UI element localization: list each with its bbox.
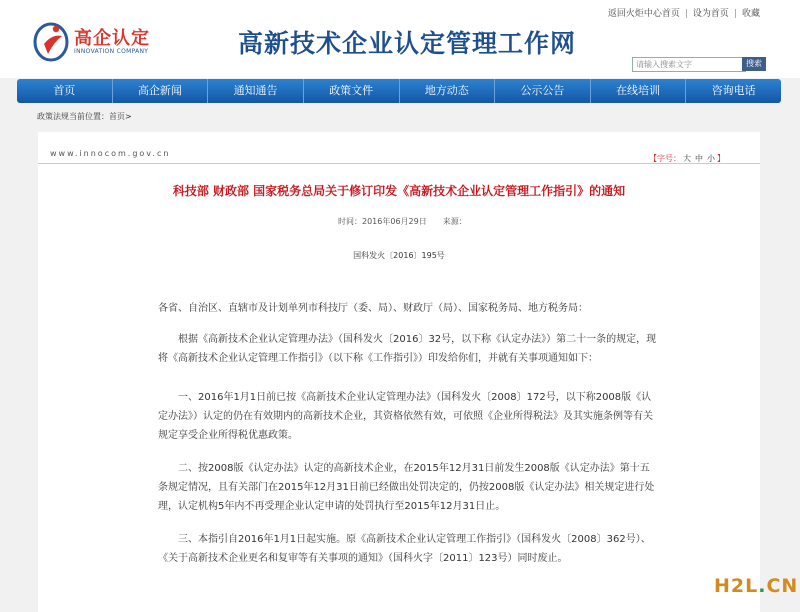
- search-button[interactable]: 搜索: [742, 57, 766, 71]
- watermark-logo: H2L.CN: [714, 575, 799, 597]
- nav-training[interactable]: 在线培训: [616, 84, 661, 97]
- logo-text: 高企认定: [74, 28, 150, 49]
- breadcrumb-prefix: 政策法规当前位置：: [37, 112, 109, 121]
- site-domain: www.innocom.gov.cn: [50, 149, 171, 158]
- nav-policy[interactable]: 政策文件: [329, 84, 374, 97]
- nav-home[interactable]: 首页: [53, 84, 76, 97]
- link-set-homepage[interactable]: 设为首页: [692, 9, 729, 19]
- font-size-large[interactable]: 大: [683, 154, 691, 163]
- top-links: 返回火炬中心首页 | 设为首页 | 收藏: [607, 9, 760, 19]
- logo-subtext: INNOVATION COMPANY: [74, 48, 149, 55]
- nav-local-news[interactable]: 地方动态: [424, 84, 469, 97]
- breadcrumb: [37, 111, 132, 122]
- divider: [38, 163, 760, 164]
- nav-notices[interactable]: 通知通告: [233, 84, 278, 97]
- document-number: 国科发火〔2016〕195号: [353, 251, 445, 260]
- chevron-right-icon: >: [125, 112, 132, 121]
- site-title: 高新技术企业认定管理工作网: [238, 29, 577, 58]
- search-input[interactable]: [632, 57, 746, 72]
- font-size-control: 【字号： 大 中 小 】: [649, 154, 725, 163]
- article-paragraph: 二、按2008版《认定办法》认定的高新技术企业，在2015年12月31日前发生2008版《认定办法》第十五条规定情况，且有关部门在2015年12月31日前已经做出处罚决定的，仍按2008版《认定办法》相关规定进行处理，认定机构5年内不再受理企业认定申请的处罚执行至2015年12月31日止。: [158, 463, 655, 512]
- link-home-center[interactable]: 返回火炬中心首页: [607, 9, 680, 19]
- article-meta: 时间：2016年06月29日 来源：: [338, 217, 467, 226]
- nav-hotline[interactable]: 咨询电话: [711, 84, 756, 97]
- logo-swoosh-icon: [32, 20, 72, 64]
- article-paragraph: 根据《高新技术企业认定管理办法》（国科发火〔2016〕32号，以下称《认定办法》）第二十一条的规定，现将《高新技术企业认定管理工作指引》（以下称《工作指引》）印发给你们，并就有关事项通知如下：: [158, 334, 657, 364]
- article-title: 科技部 财政部 国家税务总局关于修订印发《高新技术企业认定管理工作指引》的通知: [172, 184, 626, 198]
- article-salutation: 各省、自治区、直辖市及计划单列市科技厅（委、局）、财政厅（局）、国家税务局、地方税务局：: [158, 303, 588, 314]
- nav-news[interactable]: 高企新闻: [137, 84, 182, 97]
- article-paragraph: 三、本指引自2016年1月1日起实施。原《高新技术企业认定管理工作指引》（国科发火〔2008〕362号）、《关于高新技术企业更名和复审等有关事项的通知》（国科火字〔2011〕123号）同时废止。: [158, 534, 651, 564]
- site-logo[interactable]: [32, 20, 162, 64]
- article-panel: [38, 132, 760, 612]
- font-size-medium[interactable]: 中: [695, 154, 703, 163]
- article-paragraph: 一、2016年1月1日前已按《高新技术企业认定管理办法》（国科发火〔2008〕172号，以下称2008版《认定办法》）认定的仍在有效期内的高新技术企业，其资格依然有效，可依照《企业所得税法》及其实施条例等有关规定享受企业所得税优惠政策。: [158, 392, 653, 441]
- breadcrumb-home[interactable]: 首页: [109, 112, 125, 121]
- nav-announcements[interactable]: 公示公告: [520, 84, 565, 97]
- link-favorite[interactable]: 收藏: [741, 9, 760, 19]
- main-nav: [17, 79, 781, 103]
- font-size-small[interactable]: 小: [707, 154, 715, 163]
- site-header: [0, 0, 800, 78]
